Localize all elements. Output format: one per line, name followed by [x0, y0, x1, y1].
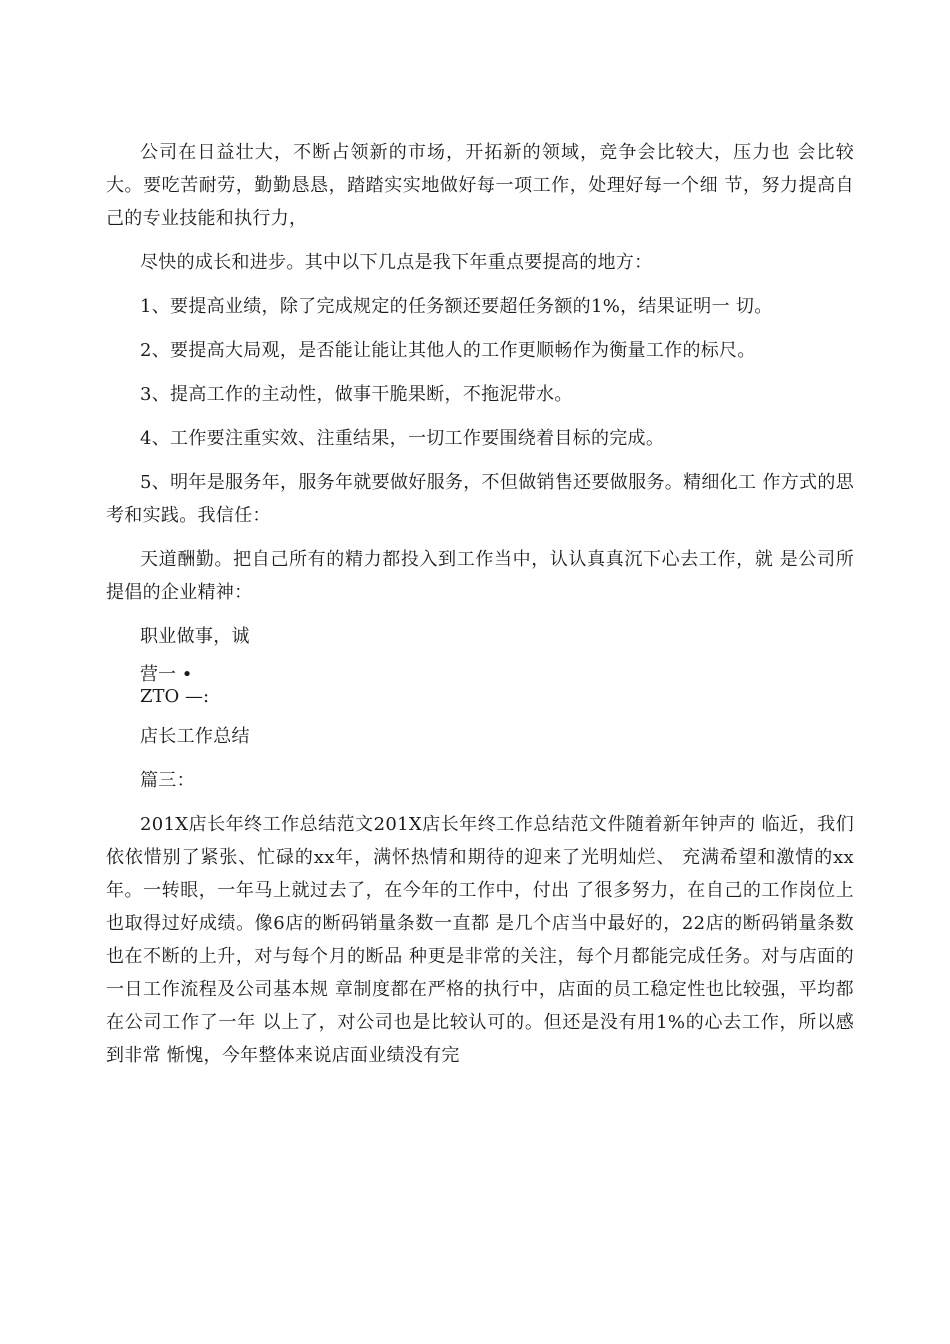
section-heading: 店长工作总结 — [140, 726, 250, 747]
paragraph-diligence: 天道酬勤。把自己所有的精力都投入到工作当中，认认真真沉下心去工作，就 是公司所提倡的企业精神： — [106, 549, 854, 603]
list-item-4: 4、工作要注重实效、注重结果，一切工作要围绕着目标的完成。 — [140, 428, 665, 449]
document-body — [106, 136, 854, 1083]
fragment-line-1: 营一 • — [140, 664, 193, 685]
paragraph-goals-lead: 尽快的成长和进步。其中以下几点是我下年重点要提高的地方： — [140, 252, 653, 273]
paragraph-professional: 职业做事，诚 — [140, 626, 250, 647]
list-item-1: 1、要提高业绩，除了完成规定的任务额还要超任务额的1%，结果证明一 切。 — [140, 296, 773, 317]
fragment-block — [106, 664, 854, 708]
list-item-2: 2、要提高大局观，是否能让能让其他人的工作更顺畅作为衡量工作的标尺。 — [140, 340, 756, 361]
paragraph-annual-summary: 201X店长年终工作总结范文201X店长年终工作总结范文件随着新年钟声的 临近，我们依依惜别了紧张、忙碌的xx年，满怀热情和期待的迎来了光明灿烂、 充满希望和激情的xx年。一转眼，一年马上就过去了，在今年的工作中，付出 了很多努力，在自己的工作岗位上也取得过好成绩。像6店的断码销量条数一直都 是几个店当中最好的，22店的断码销量条数也在不断的上升，对与每个月的断品 种更是非常的关注，每个月都能完成任务。对与店面的一日工作流程及公司基本规 章制度都在严格的执行中，店面的员工稳定性也比较强，平均都在公司工作了一年 以上了，对公司也是比较认可的。但还是没有用1%的心去工作，所以感到非常 惭愧，今年整体来说店面业绩没有完 — [106, 814, 854, 1066]
fragment-line-2: ZTO —: — [140, 686, 210, 707]
paragraph-intro: 公司在日益壮大，不断占领新的市场，开拓新的领域，竞争会比较大，压力也 会比较大。要吃苦耐劳，勤勤恳恳，踏踏实实地做好每一项工作，处理好每一个细 节，努力提高自己的专业技能和执行力， — [106, 142, 854, 229]
list-item-5: 5、明年是服务年，服务年就要做好服务，不但做销售还要做服务。精细化工 作方式的思考和实践。我信任： — [106, 472, 854, 526]
section-label: 篇三： — [140, 770, 195, 791]
list-item-3: 3、提高工作的主动性，做事干脆果断，不拖泥带水。 — [140, 384, 573, 405]
